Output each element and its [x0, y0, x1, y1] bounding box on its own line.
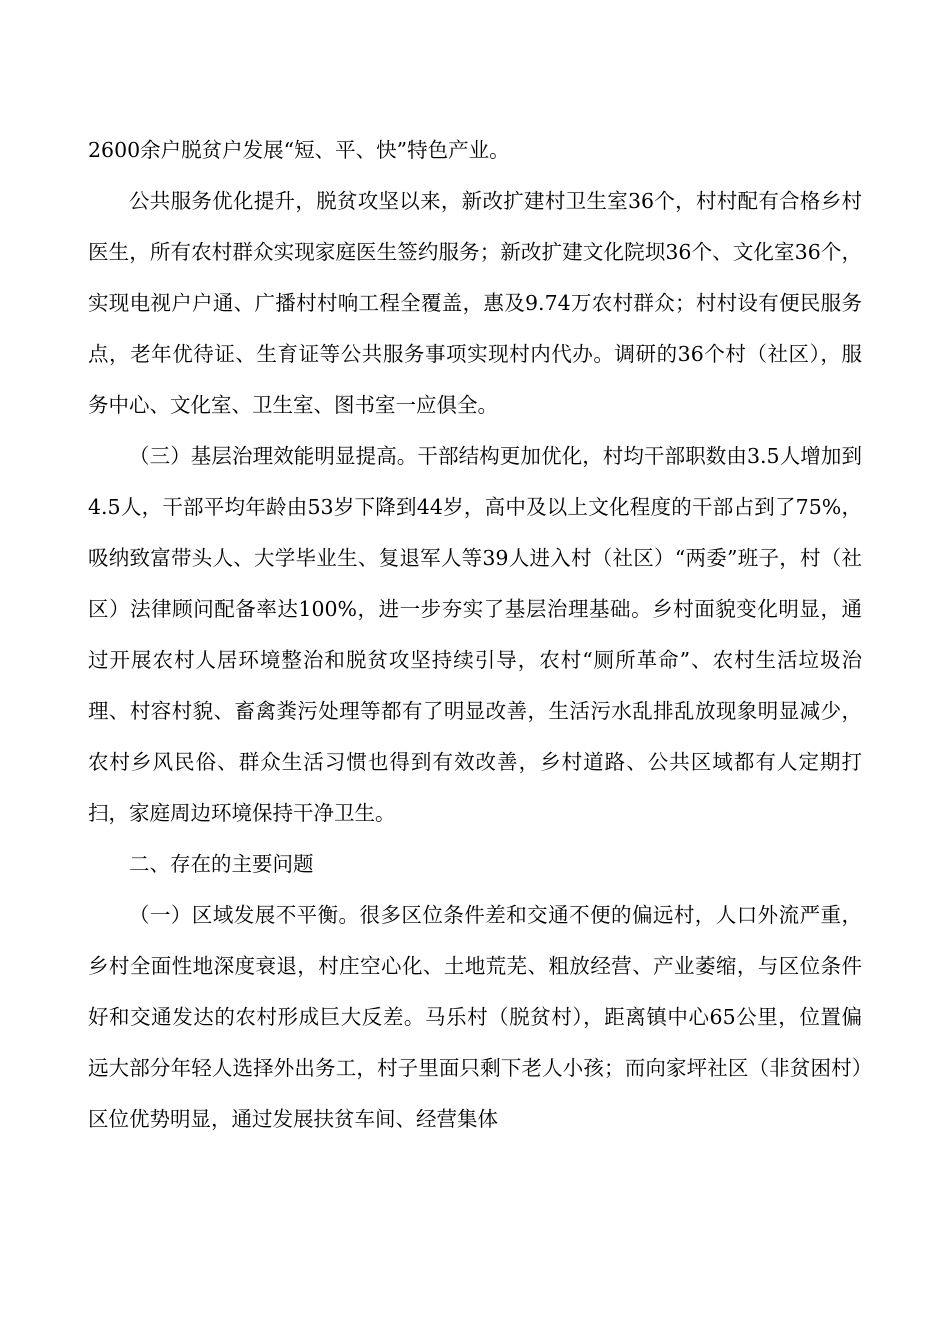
section-heading-main-problems: 二、存在的主要问题: [129, 852, 314, 876]
document-body: [88, 125, 862, 1145]
paragraph-grassroots-governance: （三）基层治理效能明显提高。干部结构更加优化，村均干部职数由3.5人增加到4.5人，干部平均年龄由53岁下降到44岁，高中及以上文化程度的干部占到了75%，吸纳致富带头人、大学毕业生、复退军人等39人进入村（社区）“两委”班子，村（社区）法律顾问配备率达100%，进一步夯实了基层治理基础。乡村面貌变化明显，通过开展农村人居环境整治和脱贫攻坚持续引导，农村“厕所革命”、农村生活垃圾治理、村容村貌、畜禽粪污处理等都有了明显改善，生活污水乱排乱放现象明显减少，农村乡风民俗、群众生活习惯也得到有效改善，乡村道路、公共区域都有人定期打扫，家庭周边环境保持干净卫生。: [88, 444, 862, 825]
paragraph-continuation: 2600余户脱贫户发展“短、平、快”特色产业。: [88, 138, 510, 162]
paragraph-regional-imbalance: （一）区域发展不平衡。很多区位条件差和交通不便的偏远村，人口外流严重，乡村全面性地深度衰退，村庄空心化、土地荒芜、粗放经营、产业萎缩，与区位条件好和交通发达的农村形成巨大反差。马乐村（脱贫村），距离镇中心65公里，位置偏远大部分年轻人选择外出务工，村子里面只剩下老人小孩；而向家坪社区（非贫困村）区位优势明显，通过发展扶贫车间、经营集体: [88, 903, 862, 1131]
paragraph-public-services: 公共服务优化提升，脱贫攻坚以来，新改扩建村卫生室36个，村村配有合格乡村医生，所有农村群众实现家庭医生签约服务；新改扩建文化院坝36个、文化室36个，实现电视户户通、广播村村响工程全覆盖，惠及9.74万农村群众；村村设有便民服务点，老年优待证、生育证等公共服务事项实现村内代办。调研的36个村（社区），服务中心、文化室、卫生室、图书室一应俱全。: [88, 189, 862, 417]
